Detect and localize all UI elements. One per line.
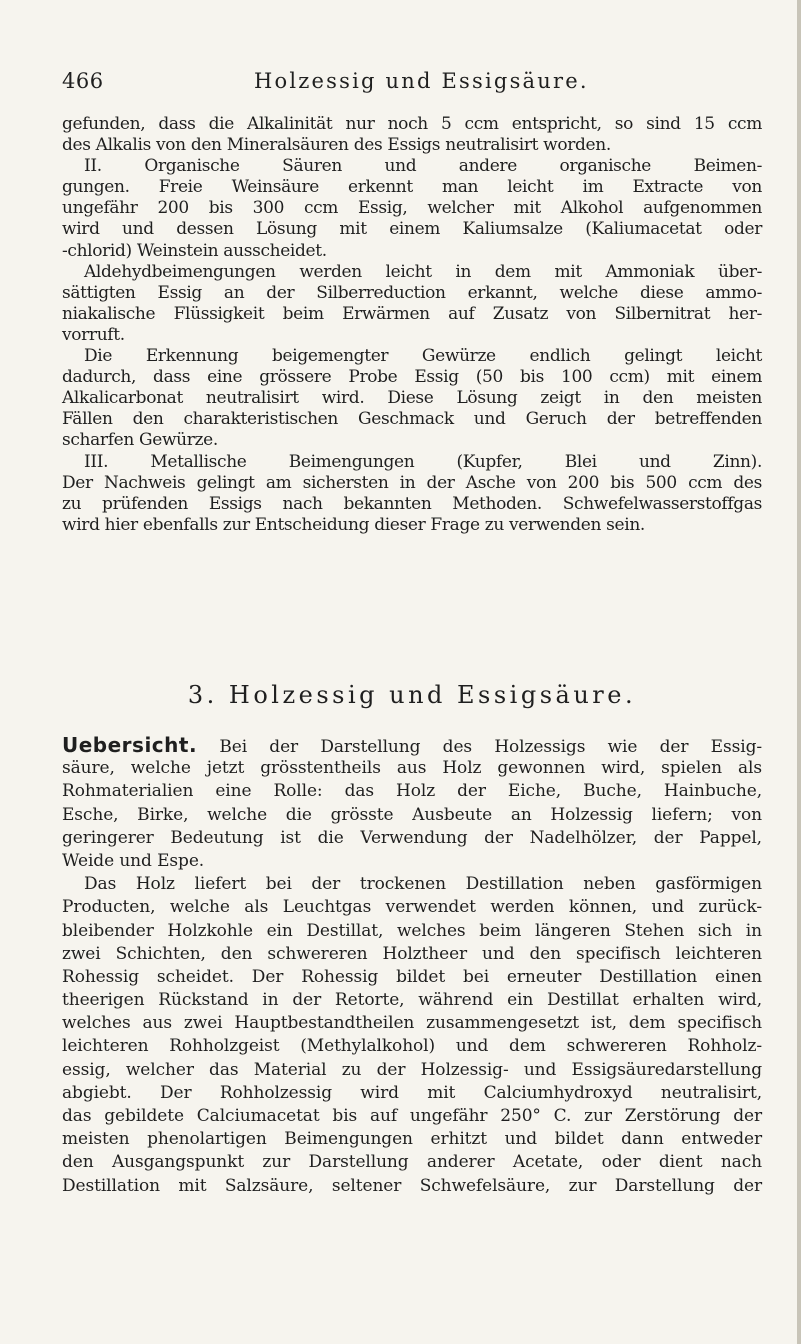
running-title: Holzessig und Essigsäure. xyxy=(254,69,589,93)
text-line: geringerer Bedeutung ist die Verwendung der Nadelhölzer, der Pappel, xyxy=(62,827,762,848)
text-line: zwei Schichten, den schwereren Holztheer und den specifisch leichteren xyxy=(62,943,762,964)
text-line: welches aus zwei Hauptbestandtheilen zusammengesetzt ist, dem specifisch xyxy=(62,1013,762,1034)
text-line: II. Organische Säuren und andere organische Beimen- xyxy=(84,156,762,177)
text-line: vorruft. xyxy=(62,324,125,345)
page-number: 466 xyxy=(62,69,104,93)
text-line: Producten, welche als Leuchtgas verwendet werden können, und zurück- xyxy=(62,897,762,918)
text-line: Uebersicht. Bei der Darstellung des Holzessigs wie der Essig- xyxy=(62,733,762,757)
page-edge-shadow xyxy=(797,0,801,1344)
text-line: wird hier ebenfalls zur Entscheidung dieser Frage zu verwenden sein. xyxy=(62,514,645,535)
text-line: theerigen Rückstand in der Retorte, während ein Destillat erhalten wird, xyxy=(62,990,762,1011)
text-line: III. Metallische Beimengungen (Kupfer, Blei und Zinn). xyxy=(84,451,762,472)
text-line: Fällen den charakteristischen Geschmack und Geruch der betreffenden xyxy=(62,409,762,430)
text-line: das gebildete Calciumacetat bis auf ungefähr 250° C. zur Zerstörung der xyxy=(62,1106,762,1126)
text-line: -chlorid) Weinstein ausscheidet. xyxy=(62,240,327,261)
text-line: Esche, Birke, welche die grösste Ausbeute an Holzessig liefern; von xyxy=(62,804,762,825)
text-line: Aldehydbeimengungen werden leicht in dem mit Ammoniak über- xyxy=(84,261,762,282)
text-block-2 xyxy=(62,734,762,1198)
text-line: des Alkalis von den Mineralsäuren des Essigs neutralisirt worden. xyxy=(62,135,611,156)
text-line: abgiebt. Der Rohholzessig wird mit Calciumhydroxyd neutralisirt, xyxy=(62,1082,762,1103)
text-line: meisten phenolartigen Beimengungen erhitzt und bildet dann entweder xyxy=(62,1129,762,1150)
text-line: niakalische Flüssigkeit beim Erwärmen auf Zusatz von Silbernitrat her- xyxy=(62,303,762,324)
text-line: Rohessig scheidet. Der Rohessig bildet bei erneuter Destillation einen xyxy=(62,966,762,987)
text-line: Der Nachweis gelingt am sichersten in der Asche von 200 bis 500 ccm des xyxy=(62,472,762,493)
text-line: scharfen Gewürze. xyxy=(62,430,218,451)
text-line: säure, welche jetzt grösstentheils aus Holz gewonnen wird, spielen als xyxy=(62,758,762,779)
text-line: Rohmaterialien eine Rolle: das Holz der Eiche, Buche, Hainbuche, xyxy=(62,781,762,802)
section-heading: 3. Holzessig und Essigsäure. xyxy=(187,681,637,709)
text-line: sättigten Essig an der Silberreduction erkannt, welche diese ammo- xyxy=(62,282,762,303)
text-line: Weide und Espe. xyxy=(62,850,205,871)
text-line: zu prüfenden Essigs nach bekannten Methoden. Schwefelwasserstoffgas xyxy=(62,493,762,514)
text-line: gefunden, dass die Alkalinität nur noch 5 ccm entspricht, so sind 15 ccm xyxy=(62,114,762,134)
text-line: Die Erkennung beigemengter Gewürze endlich gelingt leicht xyxy=(84,346,762,367)
text-line: bleibender Holzkohle ein Destillat, welches beim längeren Stehen sich in xyxy=(62,920,762,941)
text-line: Alkalicarbonat neutralisirt wird. Diese Lösung zeigt in den meisten xyxy=(62,388,762,409)
page-header xyxy=(62,69,762,99)
text-line: den Ausgangspunkt zur Darstellung anderer Acetate, oder dient nach xyxy=(62,1152,762,1173)
text-line: ungefähr 200 bis 300 ccm Essig, welcher mit Alkohol aufgenommen xyxy=(62,198,762,219)
text-line: dadurch, dass eine grössere Probe Essig (50 bis 100 ccm) mit einem xyxy=(62,367,762,388)
text-line: Destillation mit Salzsäure, seltener Schwefelsäure, zur Darstellung der xyxy=(62,1175,762,1196)
text-line: gungen. Freie Weinsäure erkennt man leicht im Extracte von xyxy=(62,177,762,198)
text-line: Das Holz liefert bei der trockenen Destillation neben gasförmigen xyxy=(84,874,762,895)
text-block-1 xyxy=(62,114,762,536)
text-line: leichteren Rohholzgeist (Methylalkohol) und dem schwereren Rohholz- xyxy=(62,1036,762,1057)
text-line: essig, welcher das Material zu der Holzessig- und Essigsäuredarstellung xyxy=(62,1059,762,1080)
text-line: wird und dessen Lösung mit einem Kaliumsalze (Kaliumacetat oder xyxy=(62,219,762,240)
run-in-heading: Uebersicht. xyxy=(62,733,198,757)
